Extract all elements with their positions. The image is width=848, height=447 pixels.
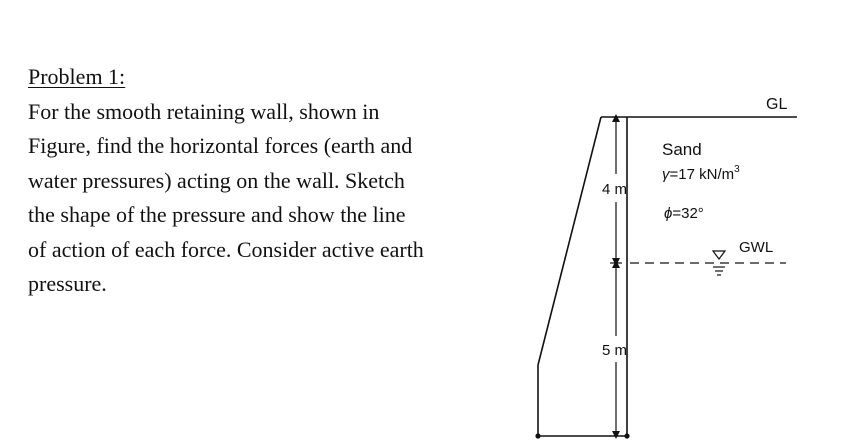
wall-front-face xyxy=(538,117,601,365)
lower-depth-label: 5 m xyxy=(602,342,628,359)
wall-base-corner-right xyxy=(624,433,629,438)
unit-weight-symbol: γ xyxy=(662,166,670,183)
problem-line-4: the shape of the pressure and show the line xyxy=(28,202,406,227)
wall-base-corner-left xyxy=(535,433,540,438)
problem-title: Problem 1: xyxy=(28,64,126,89)
friction-angle-label xyxy=(664,205,704,222)
unit-weight-exponent: 3 xyxy=(734,164,740,175)
groundwater-level-label: GWL xyxy=(739,239,774,256)
height-dimension xyxy=(610,118,622,435)
water-table-triangle xyxy=(713,251,725,259)
ground-level-label: GL xyxy=(766,96,788,113)
soil-name-label: Sand xyxy=(662,140,702,159)
problem-line-3: water pressures) acting on the wall. Sketch xyxy=(28,167,405,193)
problem-line-2: Figure, find the horizontal forces (earth and xyxy=(28,133,413,158)
unit-weight-label xyxy=(662,164,740,183)
upper-depth-label: 4 m xyxy=(602,181,628,198)
friction-angle-symbol: ϕ xyxy=(664,205,673,222)
retaining-wall xyxy=(538,117,627,436)
friction-angle-value: =32° xyxy=(672,205,704,222)
problem-line-1: For the smooth retaining wall, shown in xyxy=(28,98,380,124)
problem-line-6: pressure. xyxy=(28,271,107,296)
unit-weight-value: =17 kN/m xyxy=(669,166,735,183)
problem-line-5: of action of each force. Consider active earth xyxy=(28,236,424,262)
